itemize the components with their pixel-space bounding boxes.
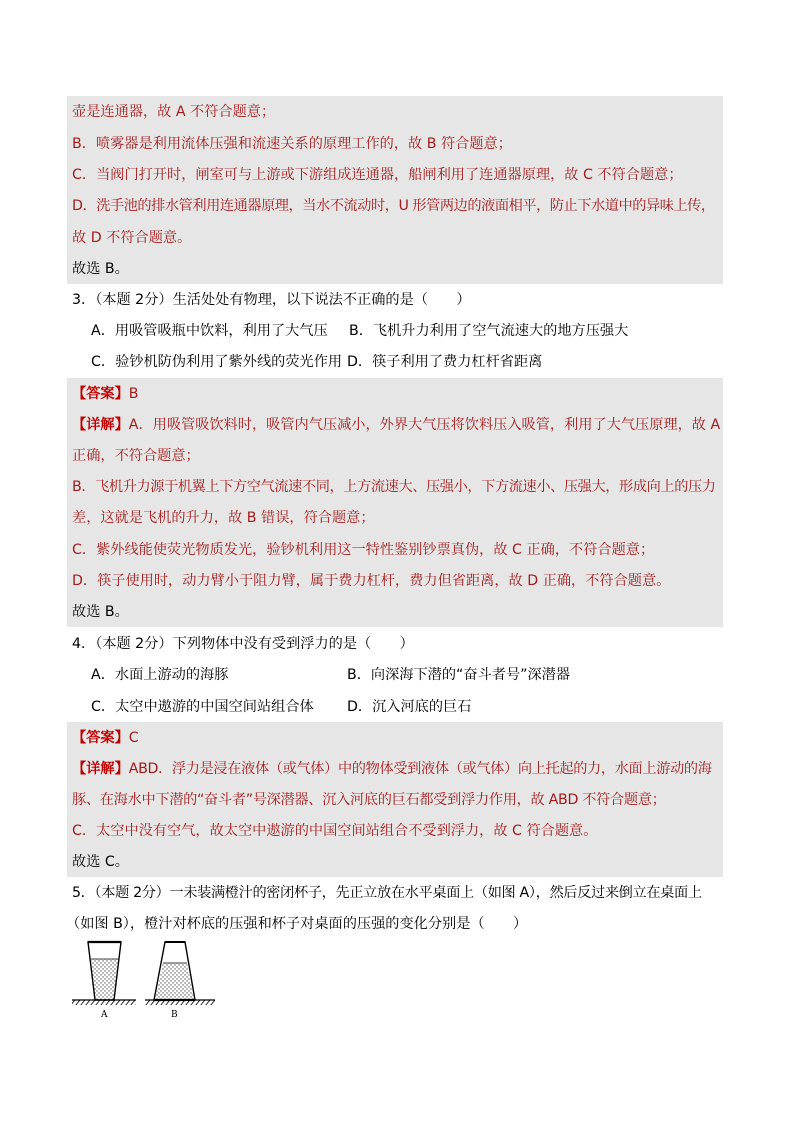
q3-detail-line: C．紫外线能使荧光物质发光，验钞机利用这一特性鉴别钞票真伪，故 C 正确，不符合题意； (72, 542, 655, 558)
figure-label-a: A (101, 1010, 108, 1020)
solution-line: 壶是连通器，故 A 不符合题意； (72, 104, 276, 120)
q3-detail-line (72, 415, 720, 435)
solution-conclusion: 故选 B。 (72, 261, 129, 277)
q4-detail-line: C．太空中没有空气，故太空中遨游的中国空间站组合不受到浮力，故 C 符合题意。 (72, 823, 598, 839)
q4-option-c: C．太空中遨游的中国空间站组合体 (91, 699, 314, 715)
answer-tag: 【答案】 (72, 730, 129, 746)
answer-value: C (128, 730, 139, 746)
solution-block-q2 (67, 96, 723, 284)
cup-figure (70, 940, 220, 1022)
detail-tag: 【详解】 (72, 417, 129, 433)
q4-option-b: B．向深海下潜的“奋斗者号”深潜器 (347, 667, 571, 683)
detail-text: ABD．浮力是浸在液体（或气体）中的物体受到液体（或气体）向上托起的力，水面上游动的海 (128, 761, 712, 777)
q3-detail-line: 正确，不符合题意； (72, 448, 200, 464)
cup-b (145, 942, 215, 1020)
question-5-stem: 5．（本题 2分）一未装满橙汁的密闭杯子，先正立放在水平桌面上（如图 A），然后反过来倒立在桌面上 (72, 885, 702, 901)
q4-detail-line: 豚、在海水中下潜的“奋斗者”号深潜器、沉入河底的巨石都受到浮力作用，故 ABD 不符合题意； (72, 792, 666, 808)
figure-label-b: B (171, 1010, 178, 1020)
q4-conclusion: 故选 C。 (72, 854, 129, 870)
question-5-stem: （如图 B），橙汁对杯底的压强和杯子对桌面的压强的变化分别是（ ） (66, 916, 528, 932)
solution-line: C．当阀门打开时，闸室可与上游或下游组成连通器，船闸利用了连通器原理，故 C 不符合题意； (72, 167, 683, 183)
q3-option-a: A．用吸管吸瓶中饮料，利用了大气压 (91, 323, 328, 339)
q3-detail-line: 差，这就是飞机的升力，故 B 错误，符合题意； (72, 510, 375, 526)
question-4-stem: 4．（本题 2分）下列物体中没有受到浮力的是（ ） (72, 636, 414, 652)
solution-line: D．洗手池的排水管利用连通器原理，当水不流动时，U 形管两边的液面相平，防止下水道中的异味上传， (72, 198, 715, 214)
q3-detail-line: D．筷子使用时，动力臂小于阻力臂，属于费力杠杆，费力但省距离，故 D 正确，不符合题意。 (72, 573, 671, 589)
q4-answer (72, 728, 139, 748)
detail-tag: 【详解】 (72, 761, 129, 777)
q3-conclusion: 故选 B。 (72, 604, 129, 620)
detail-text: A．用吸管吸饮料时，吸管内气压减小，外界大气压将饮料压入吸管，利用了大气压原理，故 A (128, 417, 721, 433)
q3-option-b: B．飞机升力利用了空气流速大的地方压强大 (349, 323, 629, 339)
cup-a (72, 942, 136, 1020)
solution-line: B．喷雾器是利用流体压强和流速关系的原理工作的，故 B 符合题意； (72, 136, 512, 152)
q4-option-a: A．水面上游动的海豚 (91, 667, 229, 683)
q3-detail-line: B．飞机升力源于机翼上下方空气流速不同，上方流速大、压强小，下方流速小、压强大，形成向上的压力 (72, 479, 716, 495)
q4-option-d: D．沉入河底的巨石 (347, 699, 472, 715)
q3-answer (72, 384, 139, 404)
answer-value: B (128, 386, 139, 402)
solution-line: 故 D 不符合题意。 (72, 230, 192, 246)
question-3-stem: 3．（本题 2分）生活处处有物理，以下说法不正确的是（ ） (72, 292, 471, 308)
q3-option-d: D．筷子利用了费力杠杆省距离 (347, 354, 543, 370)
q3-option-c: C．验钞机防伪利用了紫外线的荧光作用 (91, 354, 343, 370)
q4-detail-line (72, 759, 712, 779)
answer-tag: 【答案】 (72, 386, 129, 402)
